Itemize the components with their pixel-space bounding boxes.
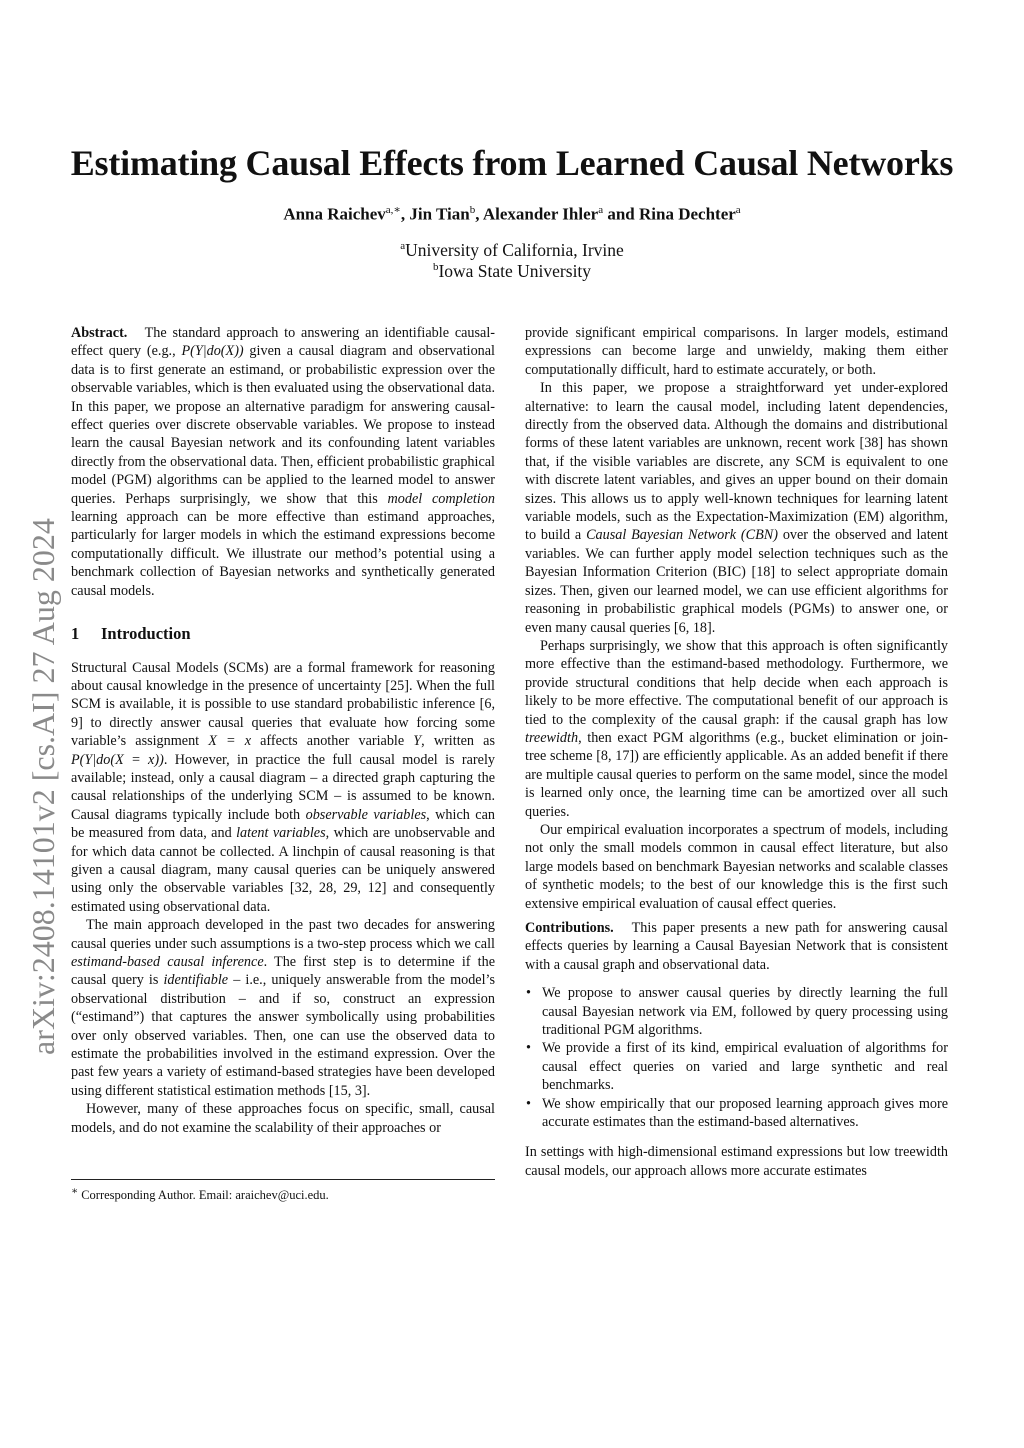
paragraph: provide significant empirical comparisons. In larger models, estimand expressions can become large and unwieldy, making them either computationally difficult, hard to estimate accurately, or both. [525,325,948,378]
affiliation-name: Iowa State University [438,261,592,281]
affiliation [0,261,1024,282]
author-name: Rina Dechter [639,204,736,224]
contributions-paragraph [525,919,948,974]
bullet-icon: • [526,985,531,1002]
left-column [71,324,495,1137]
author-name: Anna Raichev [283,204,386,224]
arxiv-identifier: arXiv:2408.14101v2 [cs.AI] 27 Aug 2024 [25,518,61,1055]
emphasis: observable variables [305,806,427,823]
section-number: 1 [71,624,80,644]
author-separator: , [400,204,410,224]
author-affil-mark: a [598,204,604,216]
paragraph: Structural Causal Models (SCMs) are a formal framework for reasoning about causal knowledge in the presence of uncertainty [25]. When the full SCM is available, it is possible to use standard probabilistic inference [6, 9] to directly answer causal queries that evaluate how forcing some variable’s assignment X = x affects another variable Y, written as P(Y|do(X = x)). However, in practice the full causal model is rarely available; instead, only a causal diagram – a directed graph capturing the causal relationships of the underlying SCM – is assumed to be known. Causal diagrams typically include both observable variables, which can be measured from data, and latent variables, which are unobservable and for which data cannot be collected. A linchpin of causal reasoning is that given a causal diagram, many causal queries can be uniquely answered using only the observable variables [32, 28, 29, 12] and consequently estimated using observational data. [71,659,495,915]
math-expression: P(Y|do(X = x)) [71,751,164,768]
abstract [71,324,495,600]
affiliation-mark: a [400,240,406,253]
author-affil-mark: a,∗ [385,204,401,216]
affiliation-mark: b [432,261,439,274]
footnote [71,1185,329,1203]
math-expression: P(Y|do(X)) [181,343,244,360]
affiliation [0,240,1024,261]
emphasis: model completion [387,490,495,507]
paragraph: Our empirical evaluation incorporates a spectrum of models, including not only the small models common in causal effect literature, but also large models based on benchmark Bayesian networks and scalable classes of synthetic models; to the best of our knowledge this is the first such extensive empirical evaluation of causal effect queries. [525,821,948,912]
paragraph: However, many of these approaches focus on specific, small, causal models, and do not examine the scalability of their approaches or [71,1101,495,1136]
emphasis: Causal Bayesian Network (CBN) [586,527,778,544]
footnote-text: Corresponding Author. Email: araichev@uci.edu. [81,1188,329,1203]
abstract-label: Abstract. [71,325,128,341]
section-heading [71,625,495,643]
affiliation-name: University of California, Irvine [405,240,624,260]
footnote-rule [71,1179,495,1180]
author-name: Alexander Ihler [482,204,599,224]
list-item: • We provide a first of its kind, empirical evaluation of algorithms for causal effect queries on varied and large synthetic and real benchmarks. [526,1040,948,1094]
contributions-label: Contributions. [525,920,614,936]
paragraph: In settings with high-dimensional estimand expressions but low treewidth causal models, our approach allows more accurate estimates [525,1144,948,1179]
paper-title: Estimating Causal Effects from Learned Causal Networks [70,143,954,183]
paragraph: Perhaps surprisingly, we show that this approach is often significantly more effective than the estimand-based methodology. Furthermore, we provide structural conditions that help decide when each approach is likely to be more effective. The computational benefit of our approach is tied to the complexity of the causal graph: if the causal graph has low treewidth, then exact PGM algorithms (e.g., bucket elimination or join-tree scheme [8, 17]) are efficiently applicable. As an added benefit if there are multiple causal queries to perform on the same model, since the model is learned only once, the learning time can be amortized over all such queries. [525,637,948,820]
emphasis: latent variables [236,825,326,842]
footnote-mark: ∗ [71,1186,79,1197]
paragraph: The main approach developed in the past two decades for answering causal queries under such assumptions is a two-step process which we call estimand-based causal inference. The first step is to determine if the causal query is identifiable – i.e., uniquely answerable from the model’s observational distribution – and if so, construct an expression (“estimand”) that captures the answer symbolically using probabilities over only observed variables. Then, one can use the observed data to estimate the probabilities involved in the estimand expression. Over the past few years a variety of estimand-based strategies have been developed using different statistical estimation methods [15, 3]. [71,917,495,1099]
list-item: • We show empirically that our proposed learning approach gives more accurate estimates than the estimand-based alternatives. [526,1095,948,1131]
emphasis: identifiable [163,972,229,989]
paragraph: In this paper, we propose a straightforward yet under-explored alternative: to learn the causal model, including latent dependencies, directly from the observed data. Although the domains and distributional forms of these latent variables are unknown, recent work [38] has shown that, if the visible variables are discrete, any SCM is equivalent to one with discrete latent variables, and gives an upper bound on their domain sizes. This allows us to apply well-known techniques for learning latent variable models, such as the Expectation-Maximization (EM) algorithm, to build a Causal Bayesian Network (CBN) over the observed and latent variables. We can further apply model selection techniques such as the Bayesian Information Criterion (BIC) [18] to select appropriate domain sizes. Then, given our learned model, we can use efficient algorithms for reasoning in probabilistic graphical models (PGMs) to answer one, or even many causal queries [6, 18]. [525,380,948,636]
contribution-list [525,984,948,1131]
contributions-text: This paper presents a new path for answering causal effects queries by learning a Causal Bayesian Network that is consistent with a causal graph and observational data. [525,920,948,973]
math-expression: Y [413,733,422,750]
author-list [0,203,1024,225]
bullet-icon: • [526,1095,531,1112]
author-affil-mark: b [469,204,476,216]
section-title: Introduction [101,624,191,644]
bullet-icon: • [526,1040,531,1057]
author-separator: and [603,204,639,224]
author-affil-mark: a [735,204,741,216]
author-separator: , [475,204,483,224]
right-column [525,324,948,1180]
abstract-text: The standard approach to answering an identifiable causal-effect query (e.g., [71,325,495,360]
abstract-text: given a causal diagram and observational data is to first generate an estimand, or probabilistic expression over the observable variables, which is then evaluated using the observational data. In this paper, we propose an alternative paradigm for answering causal-effect queries over discrete observable variables. We propose to instead learn the causal Bayesian network and its confounding latent variables directly from the observational data. Then, efficient probabilistic graphical model (PGM) algorithms can be applied to the learned model to answer queries. Perhaps surprisingly, we show that this [71,343,495,507]
emphasis: estimand-based causal inference [71,954,264,970]
math-expression: X = x [208,733,252,750]
list-item: • We propose to answer causal queries by directly learning the full causal Bayesian network via EM, followed by query processing using traditional PGM algorithms. [526,985,948,1039]
author-name: Jin Tian [409,204,470,224]
abstract-text: learning approach can be more effective than estimand approaches, particularly for larger models in which the estimand expressions become computationally difficult. We illustrate our method’s potential using a benchmark collection of Bayesian networks and synthetically generated causal models. [71,509,495,599]
emphasis: treewidth [525,729,579,746]
